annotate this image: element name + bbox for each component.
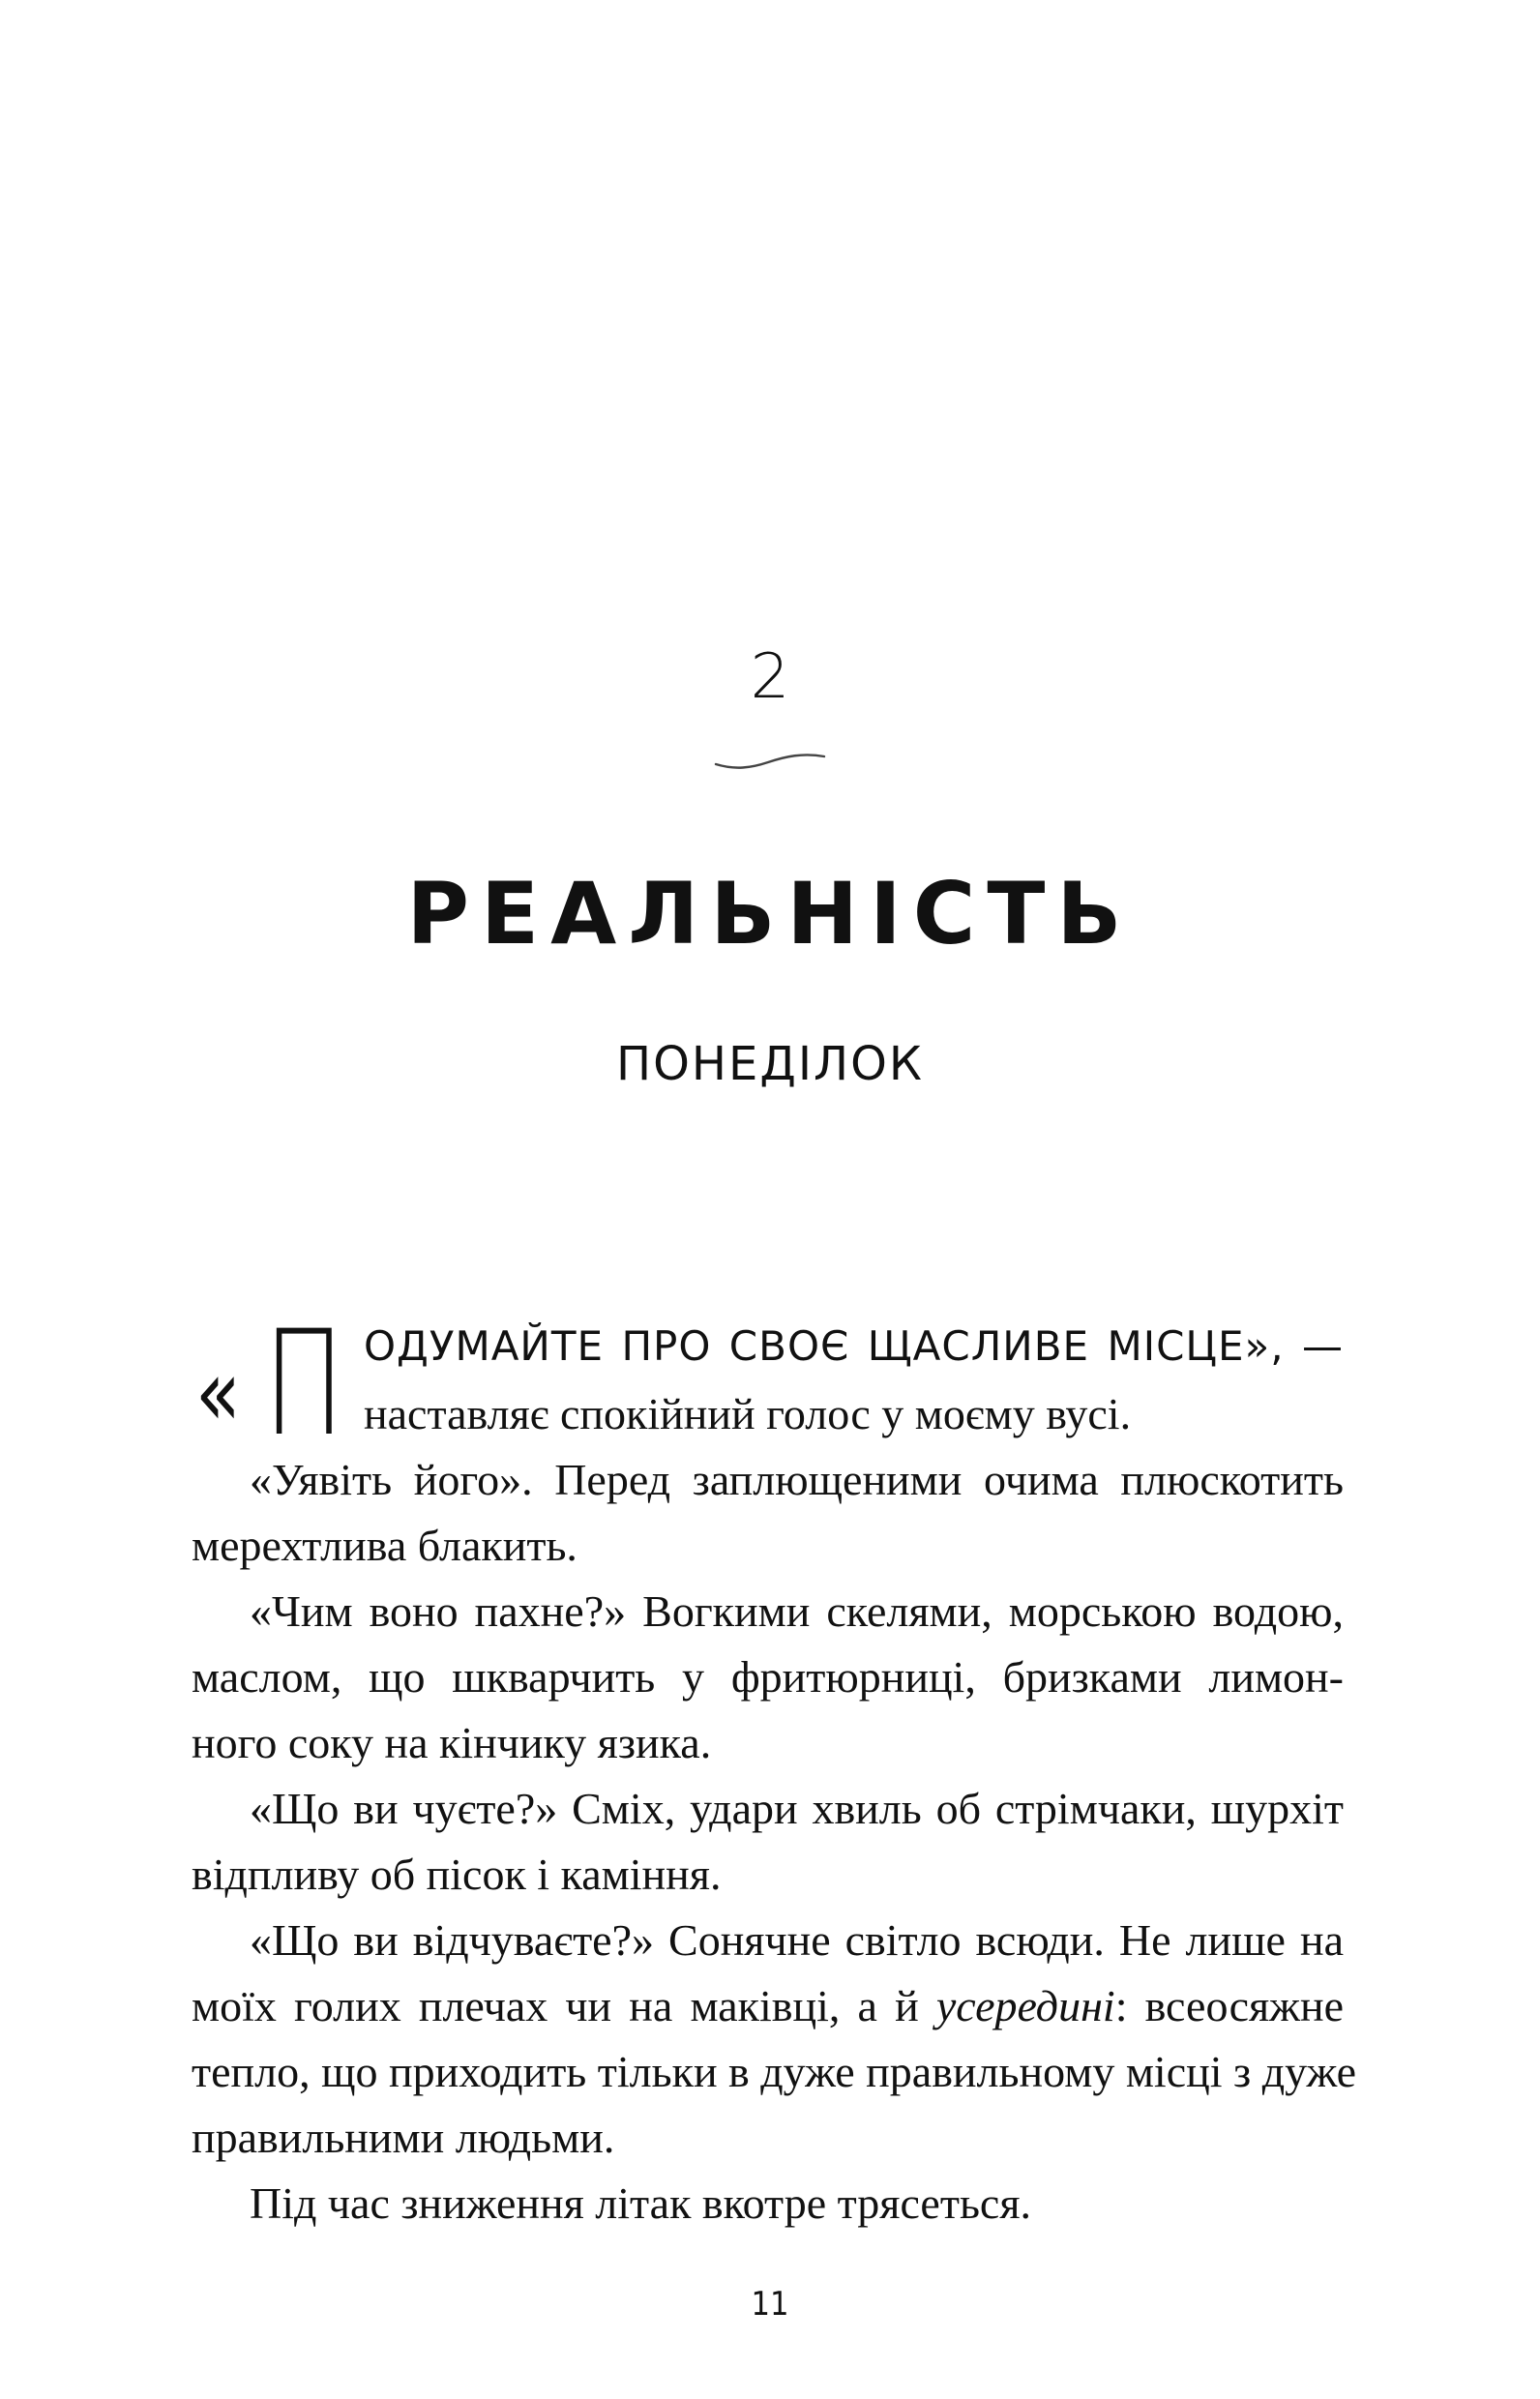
chapter-subtitle: ПОНЕДІЛОК: [616, 1037, 924, 1091]
text-line: «Чим воно пахне?» Вогкими скелями, морською водою,: [250, 1586, 1344, 1636]
text-line: мерехтлива блакить.: [192, 1521, 578, 1570]
ornament-swash: [712, 747, 828, 772]
text-line: ного соку на кінчику язика.: [192, 1718, 712, 1767]
opening-quote-mark: «: [194, 1339, 241, 1447]
chapter-number: 2: [750, 641, 790, 713]
page-number: 11: [751, 2285, 789, 2324]
text-line: «Що ви відчуваєте?» Сонячне світло всюди. Не лише на: [250, 1915, 1344, 1965]
text-line: тепло, що приходить тільки в дуже правильному місці з дуже: [192, 2047, 1357, 2096]
text-line: наставляє спокійний голос у моєму вусі.: [364, 1389, 1132, 1438]
text-line: маслом, що шкварчить у фритюрниці, бризками лимон-: [192, 1652, 1344, 1702]
chapter-title: РЕАЛЬНІСТЬ: [406, 864, 1134, 963]
text-line: правильними людьми.: [192, 2113, 615, 2162]
text-line: [192, 1977, 1344, 2035]
drop-cap: П: [263, 1300, 345, 1468]
text-segment: : всеосяжне: [1114, 1981, 1344, 2030]
text-line: Під час зниження літак вкотре трясеться.: [250, 2178, 1032, 2228]
italic-word: усередині: [935, 1981, 1115, 2030]
text-line: «Що ви чуєте?» Сміх, удари хвиль об стрімчаки, шурхіт: [250, 1784, 1344, 1833]
text-line: ОДУМАЙТЕ ПРО СВОЄ ЩАСЛИВЕ МІСЦЕ», —: [364, 1322, 1344, 1370]
text-line: відпливу об пісок і каміння.: [192, 1850, 722, 1899]
text-line: «Уявіть його». Перед заплющеними очима плюскотить: [250, 1455, 1344, 1504]
text-segment: моїх голих плечах чи на маківці, а й: [192, 1981, 936, 2030]
